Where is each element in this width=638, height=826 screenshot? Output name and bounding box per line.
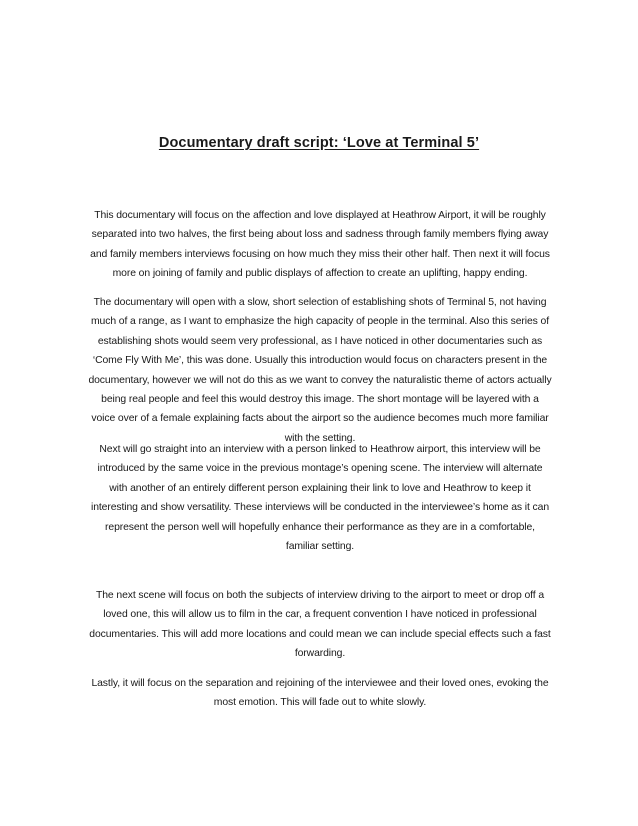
document-title: Documentary draft script: ‘Love at Terminal 5’	[158, 135, 480, 151]
paragraph-intro: This documentary will focus on the affection and love displayed at Heathrow Airport, it will be roughly separated into two halves, the first being about loss and sadness through family members flying away and family members interviews focusing on how much they miss their other half. Then next it will focus more on joining of family and public displays of affection to create an uplifting, happy ending.	[90, 210, 550, 280]
paragraph-interview: Next will go straight into an interview with a person linked to Heathrow airport, this interview will be introduced by the same voice in the previous montage’s opening scene. The interview will alternate with another of an entirely different person explaining their link to love and Heathrow to keep it interesting and show versatility. These interviews will be conducted in the interviewee’s home as it can represent the person well will hopefully enhance their performance as they are in a comfortable, familiar setting.	[91, 444, 549, 553]
paragraph-ending: Lastly, it will focus on the separation and rejoining of the interviewee and their loved ones, evoking the most emotion. This will fade out to white slowly.	[91, 678, 549, 709]
paragraph-opening: The documentary will open with a slow, short selection of establishing shots of Terminal 5, not having much of a range, as I want to emphasize the high capacity of people in the terminal. Also this series of establishing shots would seem very professional, as I have noticed in other documentaries such as ‘Come Fly With Me’, this was done. Usually this introduction would focus on characters present in the documentary, however we will not do this as we want to convey the naturalistic theme of actors actually being real people and feel this would destroy this image. The short montage will be layered with a voice over of a female explaining facts about the airport so the audience becomes much more familiar with the setting.	[88, 297, 552, 444]
paragraph-driving: The next scene will focus on both the subjects of interview driving to the airport to meet or drop off a loved one, this will allow us to film in the car, a frequent convention I have noticed in professional documentaries. This will add more locations and could mean we can include special effects such a fast forwarding.	[89, 590, 551, 660]
